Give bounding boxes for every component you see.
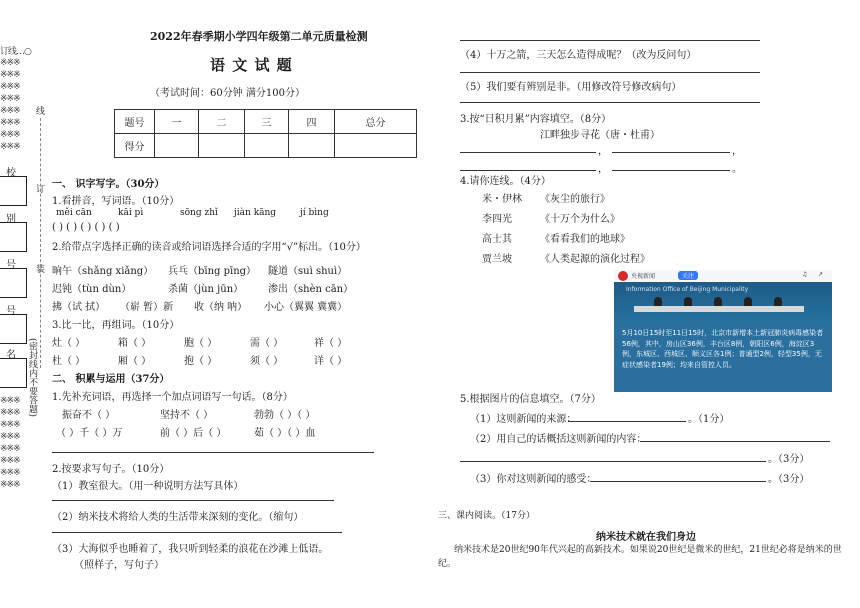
- score-header-cell: 四: [289, 110, 335, 134]
- binding-field-number[interactable]: [0, 268, 27, 298]
- s2q4-title: 4.请你连线。（4分）: [460, 176, 551, 187]
- poem-line-blank[interactable]: [612, 170, 730, 171]
- binding-label-name: 名: [6, 350, 16, 361]
- share-icon: ↗: [818, 271, 824, 278]
- compare-word[interactable]: 需（ ）: [250, 338, 284, 349]
- binding-crosses: ※※※: [0, 82, 20, 92]
- compare-word[interactable]: 厢（ ）: [118, 356, 152, 367]
- news-q1-score: 。（1分）: [688, 414, 730, 425]
- author-name[interactable]: 米・伊林: [482, 194, 522, 205]
- binding-crosses: ※※※: [0, 480, 20, 490]
- binding-mark-bind: 装: [36, 265, 46, 275]
- score-cell[interactable]: [155, 134, 199, 158]
- s2q3-title: 3.按“日积月累”内容填空。（8分）: [460, 114, 612, 125]
- news-q2: （2）用自己的话概括这则新闻的内容：: [470, 434, 647, 445]
- compare-word[interactable]: 灶（ ）: [52, 338, 86, 349]
- score-header-cell: 一: [155, 110, 199, 134]
- work-title[interactable]: 《人类起源的演化过程》: [540, 254, 650, 265]
- binding-label-number: 号: [6, 260, 16, 271]
- compare-word[interactable]: 胞（ ）: [184, 338, 218, 349]
- answer-line[interactable]: [568, 421, 686, 422]
- answer-line[interactable]: [590, 481, 766, 482]
- binding-top-text: 订线…○: [0, 47, 31, 57]
- pinyin-2: kāi pì: [118, 208, 144, 218]
- binding-crosses: ※※※: [0, 58, 20, 68]
- news-image: [614, 270, 832, 392]
- binding-field-name[interactable]: [0, 358, 27, 388]
- score-header-cell: 二: [199, 110, 245, 134]
- s1q3-title: 3.比一比，再组词。（10分）: [52, 320, 180, 331]
- score-header-cell: 三: [245, 110, 289, 134]
- news-q1: （1）这则新闻的来源：: [470, 414, 577, 425]
- binding-mark-seal: 订: [36, 185, 46, 195]
- pinyin-answer-brackets[interactable]: ( ) ( ) ( ) ( ) ( ): [52, 222, 120, 233]
- author-name[interactable]: 高士其: [482, 234, 512, 245]
- rewrite-sentence-1: （1）教室很大。（用一种说明方法写具体）: [52, 481, 244, 492]
- score-row-label: 得分: [115, 134, 155, 158]
- news-logo-icon: [618, 271, 628, 281]
- news-body-text: 5月10日15时至11日15时，北京市新增本土新冠肺炎病毒感染者56例，其中，房山区36例，丰台区8例，朝阳区6例，海淀区3例，东城区、西城区、顺义区各1例；普通型2例，轻型35例，无症状感染者19例；均来自管控人员。: [622, 329, 824, 369]
- poem-line-blank[interactable]: [612, 152, 730, 153]
- compare-word[interactable]: 详（ ）: [314, 356, 348, 367]
- binding-crosses: ※※※: [0, 396, 20, 406]
- idiom-blank[interactable]: 茹（ ）（ ）血: [254, 428, 316, 439]
- binding-field-seat[interactable]: [0, 314, 27, 344]
- answer-line[interactable]: [460, 40, 760, 41]
- work-title[interactable]: 《看看我们的地球》: [540, 234, 630, 245]
- binding-field-class[interactable]: [0, 222, 27, 252]
- answer-line[interactable]: [460, 102, 760, 103]
- rewrite-sentence-5: （5）我们要有辨别是非。（用修改符号修改病句）: [460, 82, 682, 93]
- char-choice[interactable]: （崭 暂）新: [120, 302, 174, 313]
- pinyin-4: jiàn kāng: [234, 208, 277, 218]
- news-q2-score: 。（3分）: [768, 454, 810, 465]
- binding-note: (密封线内不要答题): [27, 338, 37, 418]
- news-q3-score: 。（3分）: [768, 474, 810, 485]
- score-cell[interactable]: [245, 134, 289, 158]
- reading-choice[interactable]: 迟钝（tùn dùn）: [52, 284, 132, 295]
- author-name[interactable]: 李四光: [482, 214, 512, 225]
- headphone-icon: ♫: [802, 271, 808, 278]
- binding-crosses: ※※※: [0, 118, 20, 128]
- rewrite-sentence-3: （3）大海似乎也睡着了，我只听到轻柔的浪花在沙滩上低语。: [52, 544, 329, 555]
- reading-choice[interactable]: 兵乓（bīng pīng）: [168, 266, 257, 277]
- news-q3: （3）你对这则新闻的感受：: [470, 474, 597, 485]
- char-choice[interactable]: 拂（试 拭）: [52, 302, 106, 313]
- pinyin-5: jí bìng: [300, 208, 329, 218]
- binding-crosses: ※※※: [0, 70, 20, 80]
- compare-word[interactable]: 须（ ）: [250, 356, 284, 367]
- answer-line[interactable]: [640, 441, 830, 442]
- binding-dashed-line: [40, 118, 41, 368]
- binding-strip: [0, 40, 37, 500]
- score-cell[interactable]: [199, 134, 245, 158]
- pinyin-1: měi cān: [56, 208, 92, 218]
- compare-word[interactable]: 箱（ ）: [118, 338, 152, 349]
- pinyin-3: sōng zhǐ: [180, 208, 218, 218]
- news-topbar: [614, 270, 832, 282]
- section1-title: 一、 识字写字。（30分）: [52, 179, 165, 190]
- compare-word[interactable]: 祥（ ）: [314, 338, 348, 349]
- poem-line-blank[interactable]: [460, 170, 596, 171]
- comma: ，: [598, 164, 608, 175]
- reading-choice[interactable]: 晌午（shǎng xiǎng）: [52, 266, 154, 277]
- reading-choice[interactable]: 杀菌（jùn jūn）: [168, 284, 244, 295]
- score-cell[interactable]: [335, 134, 417, 158]
- score-header-cell: 总分: [335, 110, 417, 134]
- subject-title: 语 文 试 题: [210, 56, 293, 74]
- comma: ，: [732, 146, 742, 157]
- score-header-cell: 题号: [115, 110, 155, 134]
- reading-choice[interactable]: 隧道（suì shuì）: [268, 266, 348, 277]
- section2-title: 二、 积累与运用（37分）: [52, 374, 170, 385]
- news-app-name: 央视新闻: [631, 273, 656, 280]
- work-title[interactable]: 《灰尘的旅行》: [540, 194, 610, 205]
- char-choice[interactable]: 收（纳 呐）: [194, 302, 248, 313]
- binding-crosses: ※※※: [0, 420, 20, 430]
- rewrite-sentence-3-note: （照样子，写句子）: [74, 560, 164, 571]
- passage-line: 纳米技术是20世纪90年代兴起的高新技术。如果说20世纪是微米的世纪，21世纪必将是纳米的世: [454, 545, 842, 555]
- comma: ，: [598, 146, 608, 157]
- binding-field-school[interactable]: [0, 176, 27, 206]
- binding-crosses: ※※※: [0, 444, 20, 454]
- news-follow-button: 关注: [678, 271, 698, 280]
- answer-line[interactable]: [52, 452, 374, 453]
- reading-choice[interactable]: 渗出（shèn cān）: [268, 284, 354, 295]
- answer-line[interactable]: [460, 461, 766, 462]
- compare-word[interactable]: 杜（ ）: [52, 356, 86, 367]
- s1q1-title: 1.看拼音，写词语。（10分）: [52, 196, 180, 207]
- passage-title: 纳米技术就在我们身边: [596, 532, 696, 543]
- exam-info: （考试时间：60分钟 满分100分）: [150, 88, 305, 99]
- idiom-blank[interactable]: （ ）千（ ）万: [56, 428, 123, 439]
- news-banner-text: Information Office of Beijing Municipality: [626, 286, 749, 293]
- binding-crosses: ※※※: [0, 468, 20, 478]
- binding-label-school: 校: [6, 168, 16, 179]
- compare-word[interactable]: 抱（ ）: [184, 356, 218, 367]
- poem-title: 江畔独步寻花（唐・杜甫）: [540, 130, 660, 141]
- answer-line[interactable]: [460, 72, 760, 73]
- score-table-score-row: [115, 134, 417, 158]
- passage-line: 纪。: [438, 559, 457, 569]
- binding-crosses: ※※※: [0, 142, 20, 152]
- binding-mark-line: 线: [36, 107, 46, 117]
- author-name[interactable]: 贾兰坡: [482, 254, 512, 265]
- s2q5-title: 5.根据图片的信息填空。（7分）: [460, 394, 601, 405]
- idiom-blank[interactable]: 振奋不（ ）: [62, 410, 116, 421]
- s1q2-title: 2.给带点字选择正确的读音或给词语选择合适的字用“√”标出。（10分）: [52, 242, 366, 253]
- binding-crosses: ※※※: [0, 456, 20, 466]
- binding-crosses: ※※※: [0, 130, 20, 140]
- score-cell[interactable]: [289, 134, 335, 158]
- rewrite-sentence-2: （2）纳米技术将给人类的生活带来深刻的变化。（缩句）: [52, 512, 304, 523]
- binding-label-seat: 号: [6, 306, 16, 317]
- rewrite-sentence-4: （4）十万之箭，三天怎么造得成呢？（改为反问句）: [460, 50, 697, 61]
- work-title[interactable]: 《十万个为什么》: [540, 214, 620, 225]
- char-choice[interactable]: 小心（翼翼 冀冀）: [264, 302, 348, 313]
- score-table-header-row: [115, 110, 417, 134]
- poem-line-blank[interactable]: [460, 152, 596, 153]
- binding-crosses: ※※※: [0, 106, 20, 116]
- period: 。: [732, 164, 742, 175]
- answer-line[interactable]: [52, 500, 334, 501]
- binding-crosses: ※※※: [0, 94, 20, 104]
- s2q1-title: 1.先补充词语，再选择一个加点词语写一句话。（8分）: [52, 392, 293, 403]
- score-table: [114, 109, 417, 158]
- section3-title: 三、课内阅读。（17分）: [438, 511, 535, 521]
- binding-crosses: ※※※: [0, 432, 20, 442]
- idiom-blank[interactable]: 勃勃（ ）（ ）: [254, 410, 316, 421]
- binding-label-class: 别: [6, 214, 16, 225]
- answer-line[interactable]: [52, 532, 342, 533]
- idiom-blank[interactable]: 前（ ）后（ ）: [160, 428, 227, 439]
- binding-crosses: ※※※: [0, 408, 20, 418]
- news-desk: [634, 306, 804, 312]
- idiom-blank[interactable]: 坚持不（ ）: [160, 410, 214, 421]
- s2q2-title: 2.按要求写句子。（10分）: [52, 464, 170, 475]
- school-title: 2022年春季期小学四年级第二单元质量检测: [150, 30, 368, 43]
